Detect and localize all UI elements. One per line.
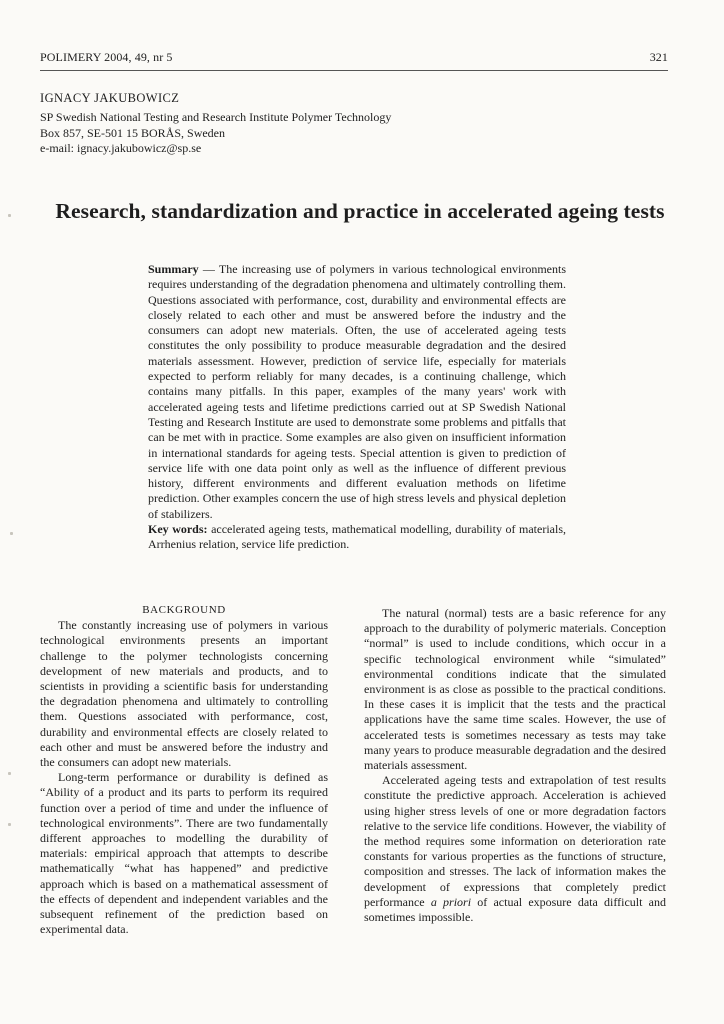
summary-text: — The increasing use of polymers in various technological environments requires understanding of the degradation phenomena and ultimately controlling them. Questions associated with performance, cost, durability and environmental effects are closely related to each other and must be answered before the industry and the consumers can adopt new materials. Often, the use of accelerated ageing tests constitutes the only possibility to produce measurable degradation and the desired materials assessment. However, prediction of service life, especially for materials expected to perform reliably for many decades, is a continuing challenge, which contains many pitfalls. In this paper, examples of the many years' work with accelerated ageing tests and lifetime predictions carried out at SP Swedish National Testing and Research Institute are used to demonstrate some problems and pitfalls that can be met with in practice. Some examples are also given on insufficient information in international standards for ageing tests. Special attention is given to prediction of service life with one data point only as well as the influence of different previous history, different environments and different evaluation methods on lifetime prediction. Other examples concern the use of high stress levels and physical depletion of stabilizers. — [148, 262, 566, 521]
scan-speck — [10, 532, 13, 535]
keywords — [148, 522, 566, 553]
paragraph: The constantly increasing use of polymers in various technological environments presents an important challenge to the polymer technologists concerning development of new materials and products, and to scientists in providing a scientific basis for understanding the degradation phenomena and ultimately to controlling them. Questions associated with performance, cost, durability and environmental effects are closely related to each other and must be answered before the industry and the consumers can adopt new materials. — [40, 618, 328, 770]
italic-term: a priori — [430, 894, 472, 909]
keywords-text: accelerated ageing tests, mathematical modelling, durability of materials, Arrhenius relation, service life prediction. — [148, 522, 566, 552]
journal-citation: POLIMERY 2004, 49, nr 5 — [40, 50, 173, 64]
left-column — [40, 603, 328, 937]
paragraph-text: of actual exposure data difficult and sometimes impossible. — [364, 894, 666, 925]
affiliation-email: e-mail: ignacy.jakubowicz@sp.se — [40, 141, 202, 155]
paragraph-text: Accelerated ageing tests and extrapolation of test results constitute the predictive approach. Acceleration is achieved using higher stress levels of one or more degradation factors relative to the service life conditions. However, the viability of the method requires some information on deterioration rate constants for various properties as the functions of structure, composition and stresses. The lack of information makes the development of expressions that completely predict performance — [364, 773, 666, 909]
right-column — [364, 606, 666, 925]
page-number: 321 — [649, 50, 668, 64]
abstract — [148, 262, 566, 553]
paper-title: Research, standardization and practice in accelerated ageing tests — [55, 199, 665, 223]
scan-speck — [8, 772, 11, 775]
affiliation-line: Box 857, SE-501 15 BORÅS, Sweden — [40, 125, 226, 140]
scan-speck — [8, 823, 11, 826]
scan-speck — [8, 214, 11, 217]
keywords-label: Key words: — [148, 522, 208, 537]
author-affiliation — [40, 110, 391, 157]
section-heading: BACKGROUND — [142, 604, 226, 616]
summary-label: Summary — [148, 262, 199, 276]
affiliation-line: SP Swedish National Testing and Research Institute Polymer Technology — [40, 110, 392, 124]
running-header — [40, 50, 668, 70]
paragraph — [364, 773, 666, 925]
author-name: IGNACY JAKUBOWICZ — [40, 91, 180, 105]
paragraph: Long-term performance or durability is defined as “Ability of a product and its parts to perform its required function over a period of time and under the influence of technological environments”. There are two fundamentally different approaches to modelling the durability of materials: empirical approach that attempts to describe mathematically “what has happened” and predictive approach which is based on a mathematical assessment of the effects of dependent and independent variables and the subsequent refinement of the prediction based on experimental data. — [40, 770, 328, 937]
paragraph: The natural (normal) tests are a basic reference for any approach to the durability of polymeric materials. Conception “normal” is used to include conditions, which occur in a specific technological environment while “simulated” environmental conditions indicate that the simulated environment is as close as possible to the practical conditions. In these cases it is implicit that the tests and the practical applications have the same time scales. However, the use of accelerated tests is sometimes necessary as tests may take many years to produce measurable degradation and the desired materials assessment. — [364, 606, 666, 773]
header-rule — [40, 70, 668, 71]
